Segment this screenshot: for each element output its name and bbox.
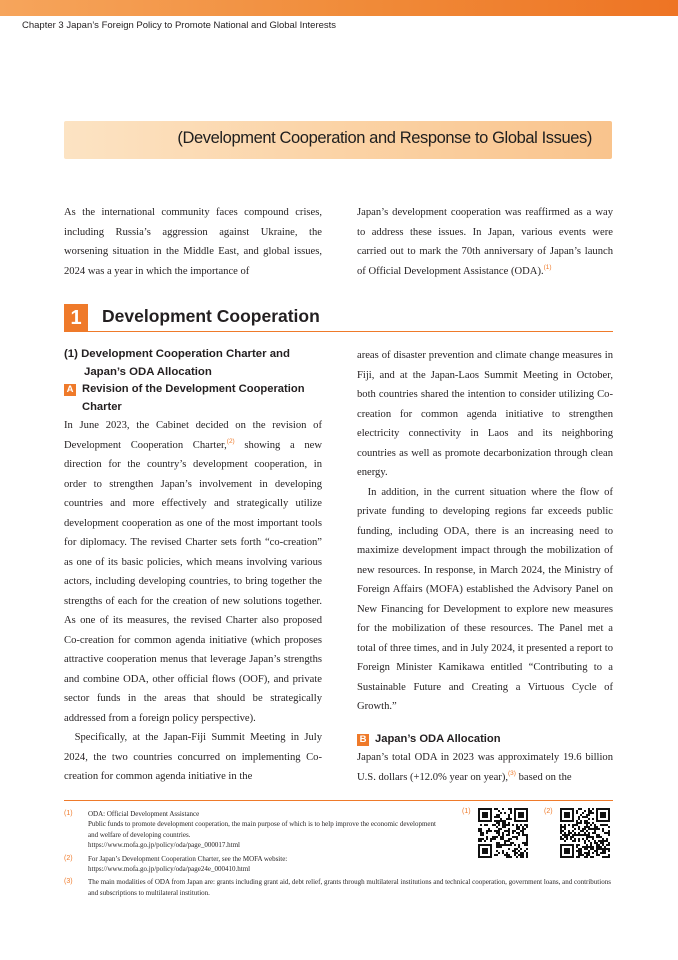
intro-left-text: As the international community faces compound crises, including Russia’s aggression against Ukraine, the worsening situation in the Middle East, and global issues, 2024 was a year in which the importance of	[64, 207, 322, 277]
footnote-number: (1)	[64, 810, 73, 817]
letter-a-badge: A	[64, 384, 76, 396]
paragraph-text: In June 2023, the Cabinet decided on the revision of Development Cooperation Charter,	[64, 420, 322, 451]
qr-label: (2)	[544, 808, 553, 815]
intro-right-paragraph	[357, 203, 613, 281]
footnote-line: For Japan’s Development Cooperation Charter, see the MOFA website:	[88, 854, 288, 863]
footnote-body	[88, 877, 613, 898]
heading-b-text: Japan’s ODA Allocation	[375, 732, 501, 745]
subsection-heading-line1: (1) Development Cooperation Charter and	[64, 348, 290, 360]
paragraph-charter-revision	[64, 416, 322, 728]
footnote-number: (2)	[64, 854, 73, 862]
heading-a-text: Revision of the Development Cooperation Charter	[82, 383, 305, 413]
footnote-2	[64, 854, 444, 875]
paragraph-text: based on the	[515, 771, 572, 783]
footnote-3	[64, 877, 613, 898]
footnote-link[interactable]: https://www.mofa.go.jp/policy/oda/page_000017.html	[88, 841, 240, 850]
footnote-line: Public funds to promote development cooperation, the main purpose of which is to help improve the economic development and welfare of developing countries.	[88, 820, 436, 839]
section-title: Development Cooperation	[102, 306, 320, 326]
qr-code-icon[interactable]	[560, 808, 610, 858]
footnote-divider	[64, 800, 613, 801]
paragraph-laos-summit: areas of disaster prevention and climate change measures in Fiji, and at the Japan-Laos Summit Meeting in October, both countries shared the intention to consider utilizing Co-creation for common agenda initiative to strengthen electricity connectivity in Laos and its neighboring countries as well as promote decarbonization through clean energy.	[357, 350, 613, 478]
footnote-body	[88, 809, 444, 851]
footnote-link[interactable]: https://www.mofa.go.jp/policy/oda/page24e_000410.html	[88, 865, 251, 874]
footnote-ref-3[interactable]: (3)	[508, 769, 516, 777]
section-number: 1	[64, 304, 88, 332]
subsection-heading-line2: Japan’s ODA Allocation	[84, 365, 212, 378]
right-column	[357, 346, 613, 787]
paragraph-fiji-summit: Specifically, at the Japan-Fiji Summit Meeting in July 2024, the two countries concurred on implementing Co-creation for common agenda initiative in the	[64, 732, 322, 782]
banner-title: (Development Cooperation and Response to Global Issues)	[177, 129, 592, 147]
qr-label: (1)	[462, 808, 471, 815]
top-accent-bar	[0, 0, 678, 16]
heading-b	[357, 731, 613, 749]
chapter-running-header: Chapter 3 Japan’s Foreign Policy to Promote National and Global Interests	[22, 20, 337, 31]
footnote-ref-2[interactable]: (2)	[226, 437, 235, 445]
footnote-body	[88, 854, 444, 875]
section-heading	[64, 304, 613, 332]
footnote-1	[64, 809, 444, 851]
qr-code-icon[interactable]	[478, 808, 528, 858]
heading-a	[64, 381, 322, 416]
subsection-heading	[64, 346, 322, 381]
paragraph-text: Japan’s total ODA in 2023 was approximately 19.6 billion U.S. dollars (+12.0% year on year),	[357, 752, 613, 783]
section-banner	[64, 121, 612, 159]
footnote-line: The main modalities of ODA from Japan are: grants including grant aid, debt relief, grants through multilateral institutions and technical cooperation, government loans, and contributions and subscriptions to multilateral institution.	[88, 878, 611, 897]
footnote-line: ODA: Official Development Assistance	[88, 810, 200, 818]
footnotes	[64, 809, 613, 898]
intro-left-paragraph	[64, 203, 322, 281]
letter-b-badge: B	[357, 734, 369, 746]
paragraph-advisory-panel: In addition, in the current situation where the flow of private funding to developing regions far exceeds public funding, including ODA, there is an increasing need to maximize development impact through the mobilization of new resources. In response, in March 2024, the Ministry of Foreign Affairs (MOFA) established the Advisory Panel on New Financing for Development to explore new measures for the mobilization of these resources. The Panel met a total of three times, and in July 2024, it presented a report to Foreign Minister Kamikawa entitled “Contributing to a Sustainable Future and Creating a Virtuous Cycle of Growth.”	[357, 486, 613, 712]
intro-right-text: Japan’s development cooperation was reaffirmed as a way to address these issues. In Japan, various events were carried out to mark the 70th anniversary of Japan’s launch of Official Development Assistance (ODA).	[357, 207, 613, 277]
paragraph-oda-allocation	[357, 748, 613, 787]
left-column	[64, 346, 322, 787]
paragraph-text: showing a new direction for the country’s development cooperation, in order to strengthen Japan’s involvement in developing countries and more effectively and strategically utilize development cooperation as one of the most important tools for diplomacy. The revised Charter sets forth “co-creation” as one of its basic policies, which means involving various actors, including developing countries, to bring together the strengths of each for the creation of new solutions together. As one of its measures, the revised Charter also proposed Co-creation for common agenda initiative (which proposes attractive cooperation menus that leverage Japan’s strengths and combine ODA, other official flows (OOF), and private sector funds in the areas that should be strategically addressed from a foreign policy perspective).	[64, 439, 323, 724]
footnote-number: (3)	[64, 878, 73, 886]
footnote-ref-1[interactable]: (1)	[543, 263, 552, 271]
